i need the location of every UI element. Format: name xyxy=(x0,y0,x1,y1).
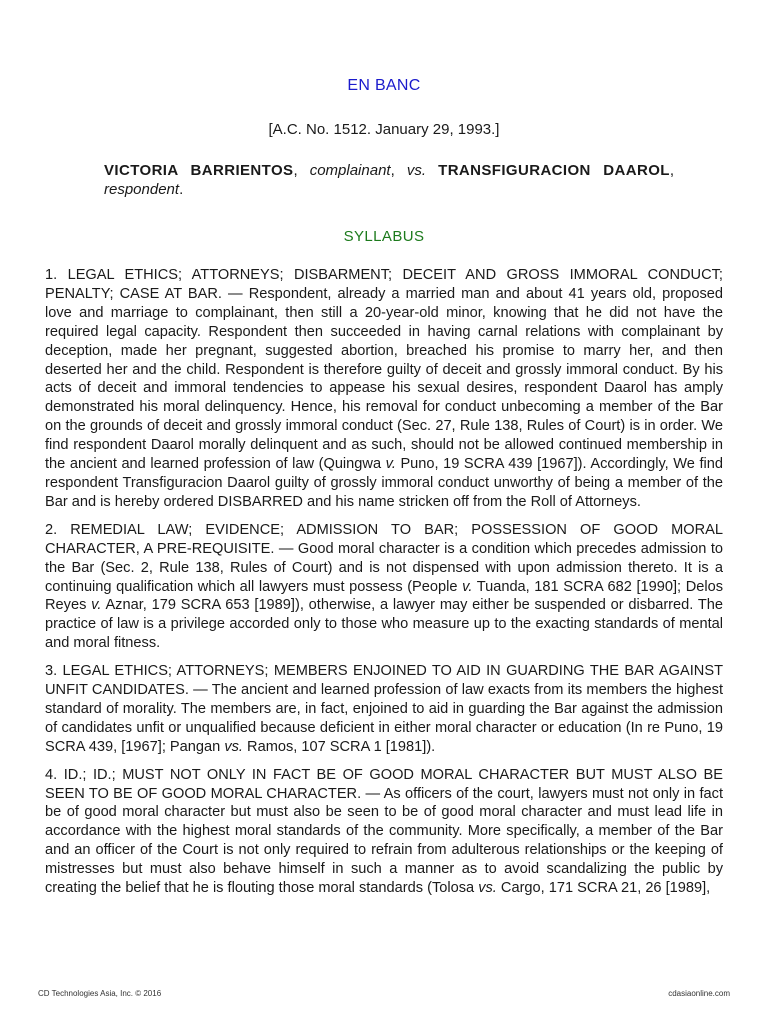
item-heading: ID.; ID.; MUST NOT ONLY IN FACT BE OF GOOD MORAL CHARACTER BUT MUST ALSO BE SEEN TO BE OF GOOD MORAL CHARACTER. — xyxy=(45,766,723,802)
citation-versus: vs. xyxy=(478,880,497,897)
item-text: Ramos, 107 SCRA 1 [1981]). xyxy=(247,738,436,755)
case-number: [A.C. No. 1512. January 29, 1993.] xyxy=(268,121,500,138)
item-text: Puno, 19 SCRA 439 [1967]). Accordingly, We find respondent Transfiguracion Daarol guilty of grossly immoral conduct unworthy of being a member of the Bar and is hereby ordered DISBARRED and his name stricken off from the Roll of Attorneys. xyxy=(45,456,723,510)
item-text: Cargo, 171 SCRA 21, 26 [1989], xyxy=(500,880,711,897)
syllabus-item-2 xyxy=(45,521,723,653)
citation-versus: v. xyxy=(462,578,473,595)
item-number: 1. xyxy=(45,267,58,283)
item-heading: LEGAL ETHICS; ATTORNEYS; DISBARMENT; DECEIT AND GROSS IMMORAL CONDUCT; PENALTY; CASE AT BAR. — xyxy=(45,267,723,302)
complainant-role: complainant xyxy=(309,162,391,179)
item-number: 2. xyxy=(45,521,58,538)
respondent-role: respondent xyxy=(104,181,180,198)
footer-website: cdasiaonline.com xyxy=(668,989,730,998)
citation-versus: vs. xyxy=(224,738,243,755)
syllabus-item-3 xyxy=(45,662,723,757)
syllabus-item-4 xyxy=(45,766,723,898)
item-text: Tuanda, 181 SCRA 682 [1990]; Delos Reyes xyxy=(45,578,724,614)
item-number: 4. xyxy=(45,766,58,783)
syllabus-item-1 xyxy=(45,266,723,512)
complainant-name: VICTORIA BARRIENTOS xyxy=(104,162,294,179)
syllabus-heading: SYLLABUS xyxy=(343,228,425,245)
division-heading: EN BANC xyxy=(347,77,421,94)
item-text: The ancient and learned profession of law exacts from its members the highest standard of morality. The members are, in fact, enjoined to aid in guarding the Bar against the admission of candidates unfit or unqualified because deficient in either moral character or education (In re Puno, 19 SCRA 439, [1967]; Pangan xyxy=(45,682,723,755)
respondent-name: TRANSFIGURACION DAAROL xyxy=(438,162,670,179)
syllabus-body xyxy=(45,266,723,898)
item-number: 3. xyxy=(45,663,58,680)
item-text: Respondent, already a married man and about 41 years old, proposed love and marriage to complainant, then still a 20-year-old minor, knowing that he did not have the required legal capacity. Respondent then succeeded in having carnal relations with complainant by deception, made her pregnant, suggested abortion, breached his promise to marry her, and then deserted her and the child. Respondent is therefore guilty of deceit and grossly immoral conduct. By his acts of deceit and immoral tendencies to appease his sexual desires, respondent Daarol has amply demonstrated his moral delinquency. Hence, his removal for conduct unbecoming a member of the Bar on the grounds of deceit and grossly immoral conduct (Sec. 27, Rule 138, Rules of Court) is in order. We find respondent Daarol morally delinquent and as such, should not be allowed continued membership in the ancient and learned profession of law (Quingwa xyxy=(45,285,723,473)
footer-copyright: CD Technologies Asia, Inc. © 2016 xyxy=(38,989,162,998)
item-heading: REMEDIAL LAW; EVIDENCE; ADMISSION TO BAR; POSSESSION OF GOOD MORAL CHARACTER, A PRE-REQUISITE. — xyxy=(45,521,723,557)
item-text: As officers of the court, lawyers must not only in fact be of good moral character but must also be seen to be of good moral character and must lead life in accordance with the highest moral standards of the community. More specifically, a member of the Bar and an officer of the Court is not only required to refrain from adulterous relationships or the keeping of mistresses but must also behave himself in such a manner as to avoid scandalizing the public by creating the belief that he is flouting those moral standards (Tolosa xyxy=(45,785,724,897)
citation-versus: v. xyxy=(91,597,102,614)
item-heading: LEGAL ETHICS; ATTORNEYS; MEMBERS ENJOINED TO AID IN GUARDING THE BAR AGAINST UNFIT CANDIDATES. — xyxy=(45,663,723,699)
citation-versus: v. xyxy=(385,456,396,473)
case-parties: VICTORIA BARRIENTOS, complainant, vs. TRANSFIGURACION DAAROL, respondent. xyxy=(104,162,675,198)
item-text: Good moral character is a condition which precedes admission to the Bar (Sec. 2, Rule 138, Rules of Court) and is not dispensed with upon admission thereto. It is a continuing qualification which all lawyers must possess (People xyxy=(45,540,724,595)
item-text: Aznar, 179 SCRA 653 [1989]), otherwise, a lawyer may either be suspended or disbarred. The practice of law is a privilege accorded only to those who measure up to the exacting standards of mental and moral fitness. xyxy=(45,597,723,652)
versus-label: vs. xyxy=(406,162,427,179)
